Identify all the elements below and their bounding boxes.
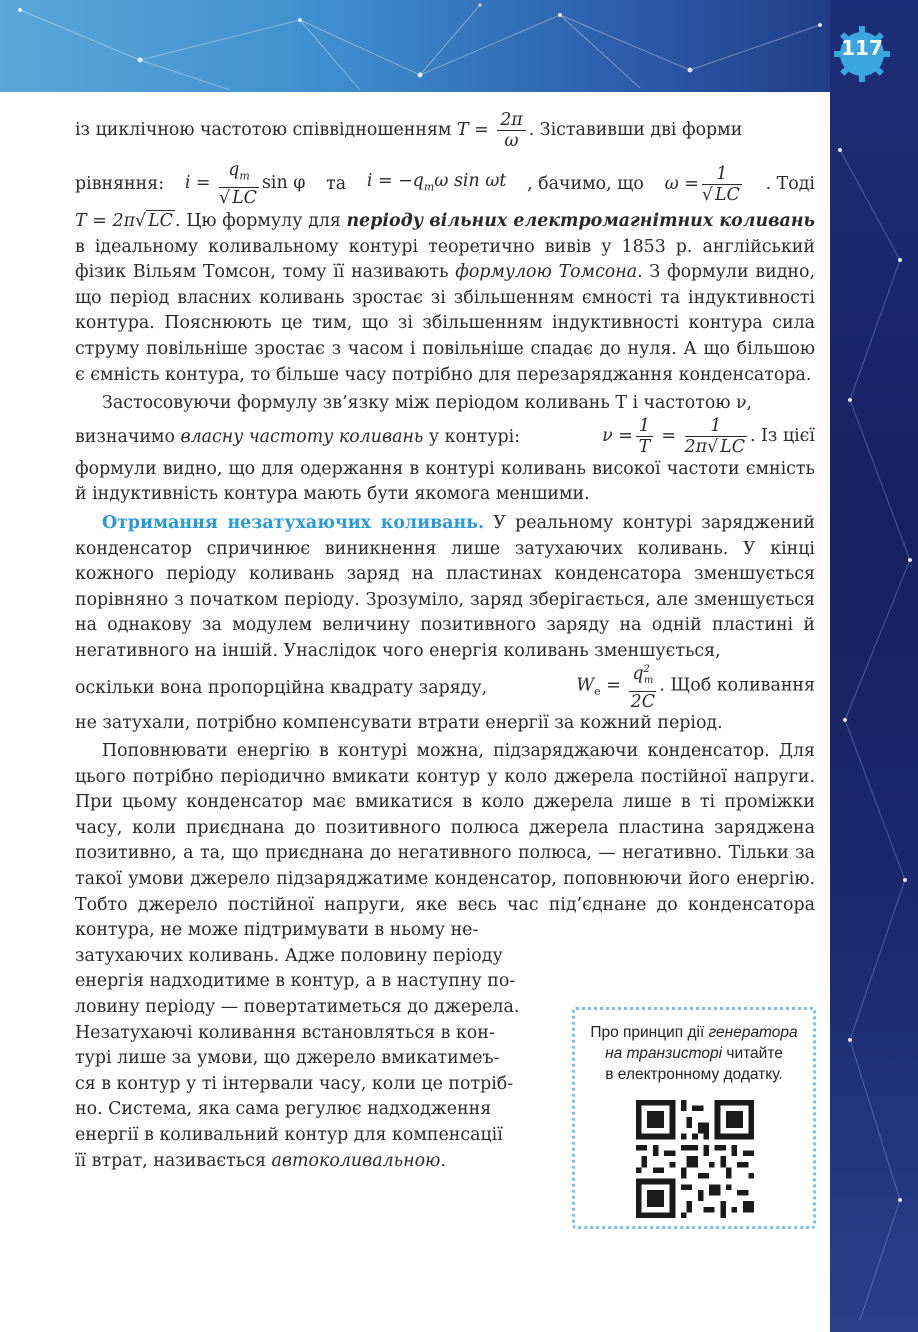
term-italic: власну частоту коливань	[180, 426, 424, 447]
info-line-1	[575, 1022, 813, 1043]
paragraph-4-line-2	[75, 417, 815, 457]
text: . Із цієї	[750, 426, 815, 447]
denominator: ω	[504, 131, 519, 151]
paragraph-1	[75, 107, 815, 153]
header-banner	[0, 0, 918, 92]
radicand: LC	[148, 211, 173, 231]
lead	[75, 417, 520, 457]
text: У реальному контурі заряджений конденсатор спричинює виникнення лише затухаючих коливань. У кінці кожного періоду коливань заряд на пластинах конденсатора зменшується порівняно з початком періоду. Зрозуміло, заряд зберігається, але зменшується на однакову за модулем величину позитивного заряду на одній пластині й негативного на іншій. Унаслідок чого енергія коливань зменшується,	[75, 512, 816, 661]
qr-code-icon[interactable]	[636, 1100, 754, 1218]
text: її втрат, називається	[75, 1150, 272, 1171]
text: читайте	[722, 1045, 783, 1062]
var-i: i	[184, 173, 191, 194]
paragraph-3	[75, 209, 815, 388]
formula-T: T = 2π	[75, 211, 136, 231]
radicand: LC	[714, 185, 740, 205]
var-T: T	[456, 120, 469, 140]
info-box	[572, 1007, 816, 1229]
fraction-1-2pi-sqrtLC	[685, 416, 747, 457]
text-italic: на транзисторі	[605, 1045, 723, 1062]
subscript: e	[594, 685, 601, 699]
text: оскільки вона пропорційна квадрату заряду,	[75, 677, 488, 698]
line: ся в контур у ті інтервали часу, коли це потріб-	[75, 1073, 514, 1094]
term-italic: автоколивальною	[271, 1150, 441, 1171]
paragraph-7	[75, 944, 575, 1174]
denominator: 2C	[630, 692, 656, 713]
line: затухаючих коливань. Адже половину періоду	[75, 945, 503, 966]
fraction-1-T	[636, 416, 653, 457]
var-q: q	[228, 160, 240, 181]
numerator: 1	[702, 164, 742, 185]
line: енергія надходитиме в контур, а в наступну по-	[75, 971, 516, 992]
line: но. Система, яка сама регулює надходження	[75, 1099, 492, 1120]
numerator: 1	[636, 416, 653, 437]
text: . Тоді	[765, 174, 815, 194]
text: ω sin ωt	[434, 170, 507, 191]
numerator: 2π	[497, 110, 526, 131]
numerator	[219, 160, 259, 187]
fraction-2pi-omega	[497, 110, 526, 151]
text-italic: генератора	[708, 1024, 798, 1041]
paragraph-4-end: формули видно, що для одержання в контурі коливань високої частоти ємність й індуктивність контура мають бути якомога меншими.	[75, 458, 815, 505]
paragraph-5	[75, 511, 815, 665]
var-W: W	[576, 675, 595, 696]
radicand: LC	[232, 187, 257, 208]
radicand: LC	[720, 437, 745, 458]
paragraph-4-line-1: Застосовуючи формулу зв’язку між періодом коливань T і частотою ν,	[102, 393, 753, 414]
text: та	[326, 174, 347, 194]
text: . Цю формулу для	[174, 211, 347, 231]
denominator: √ LC	[219, 187, 257, 208]
network-pattern	[0, 0, 918, 92]
line	[75, 1149, 575, 1175]
radical: √ LC	[135, 211, 173, 231]
text: 2π	[684, 437, 708, 458]
paragraph-2	[75, 161, 815, 207]
fraction-1-sqrtLC	[702, 164, 742, 205]
superscript: 2	[643, 663, 650, 675]
text: ν =	[602, 426, 633, 447]
text: , бачимо, що	[527, 174, 644, 194]
text: у контурі:	[423, 426, 521, 447]
fraction-q2-2C	[629, 660, 656, 712]
line: ловину періоду — повертатиметься до джерела.	[75, 997, 520, 1018]
line: турі лише за умови, що джерело вмикатимеъ-	[75, 1048, 500, 1069]
side-decoration	[830, 0, 918, 1332]
info-line-3: в електронному додатку.	[605, 1066, 783, 1083]
term-italic: формулою Томсона	[455, 262, 638, 283]
line: енергії в коливальний контур для компенсації	[75, 1125, 503, 1145]
fraction-q-sqrtLC	[219, 160, 259, 207]
formula-omega	[665, 161, 745, 207]
text: визначимо	[75, 426, 181, 447]
formula-i2	[367, 158, 506, 210]
formula-i: i = $\frac{q_m}{√ LC}$ sin φ	[184, 160, 306, 208]
network-pattern-side	[830, 0, 918, 1332]
subscript: m	[643, 675, 654, 687]
text: . Щоб коливання	[659, 675, 815, 696]
info-line-2	[575, 1043, 813, 1064]
text: із циклічною частотою співвідношенням	[75, 120, 457, 140]
text: . З формули видно, що період власних коливань зростає зі збільшенням ємності та індуктивності контура. Пояснюють це тим, що зі збільшенням індуктивності контура сила струму повільніше зростає з часом і повільніше спадає до нуля. А що більшою є ємність контура, то більше часу потрібно для перезаряджання конденсатора.	[75, 262, 815, 385]
text: . Зіставивши дві форми	[528, 120, 743, 140]
text: Про принцип дії	[590, 1024, 709, 1041]
denominator: √ LC	[701, 185, 740, 205]
subscript: m	[423, 180, 435, 194]
text: рівняння:	[75, 174, 165, 194]
formula-nu: ν = $\frac{1}{T}$ = $\frac{1}{2\pi√ LC}$ . Із цієї	[602, 416, 815, 458]
denominator: 2π√ LC	[684, 437, 745, 458]
text: в ідеальному коливальному контурі теоретично вивів у 1853 р. англійський фізик Вільям Томсон, тому її називають	[75, 236, 815, 283]
text: =	[468, 120, 495, 140]
paragraph-5-end: не затухали, потрібно компенсувати втрати енергії за кожний період.	[75, 712, 723, 733]
paragraph-5-formula-line	[75, 665, 815, 711]
numerator	[629, 660, 656, 692]
page-number: 117	[841, 36, 883, 60]
subscript: m	[239, 169, 250, 183]
formula-We: $W_e$ = $\frac{q^2_m}{2C}$ . Щоб коливання	[576, 660, 815, 715]
section-heading: Отримання незатухаючих коливань.	[102, 512, 485, 533]
term-bold: періоду вільних електромагнітних коливань	[346, 211, 815, 231]
paragraph-6: Поповнювати енергію в контурі можна, підзаряджаючи конденсатор. Для цього потрібно періодично вмикати контур у коло джерела постійної напруги. При цьому конденсатор має вмикатися в коло джерела лише в ті проміжки часу, коли приєднана до позитивного полюса джерела пластина заряджена позитивно, а та, що приєднана до негативного полюса, — негативно. Тільки за такої умови джерело підзаряджатиме конденсатор, поповнюючи його енергію. Тобто джерело постійної напруги, яке весь час під’єднане до конденсатора контура, не може підтримувати в ньому не-	[75, 741, 815, 941]
text: ω =	[664, 174, 699, 194]
text: sin φ	[261, 173, 306, 194]
line: Незатухаючі коливання встановляться в кон-	[75, 1022, 495, 1043]
denominator: T	[638, 437, 651, 458]
text: i = −q	[366, 170, 424, 191]
var-q: q	[632, 663, 644, 684]
numerator: 1	[685, 416, 747, 437]
text: .	[440, 1150, 446, 1171]
